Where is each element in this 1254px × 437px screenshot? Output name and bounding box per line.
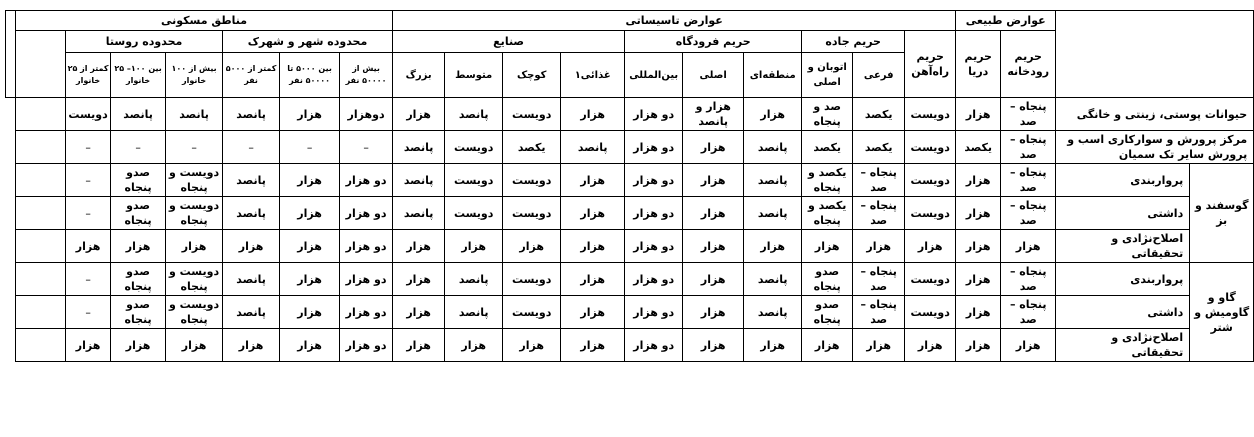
value-cell: پنجاه – صد xyxy=(1001,296,1056,329)
value-cell: هزار xyxy=(744,98,802,131)
value-cell: هزار xyxy=(956,230,1001,263)
header-sea: حریم دریا xyxy=(956,31,1001,98)
value-cell: پانصد xyxy=(744,296,802,329)
row-label: مرکز پرورش و سوارکاری اسب و پرورش سایر تک سمیان xyxy=(1056,131,1254,164)
value-cell: پانصد xyxy=(744,131,802,164)
value-cell: هزار xyxy=(280,164,340,197)
value-cell: هزار xyxy=(1001,329,1056,362)
subheader-ind-small: کوچک xyxy=(503,53,561,98)
value-cell: پانصد xyxy=(393,131,445,164)
value-cell: دویست xyxy=(905,98,956,131)
value-cell: دو هزار xyxy=(625,263,683,296)
value-cell: پنجاه – صد xyxy=(853,197,905,230)
value-cell: پانصد xyxy=(744,263,802,296)
value-cell: هزار xyxy=(744,329,802,362)
value-cell: صد و پنجاه xyxy=(802,98,853,131)
value-cell: – xyxy=(66,263,111,296)
header-city: محدوده شهر و شهرک xyxy=(223,31,393,53)
row-label: اصلاح‌نژادی و تحقیقاتی xyxy=(1056,329,1190,362)
value-cell: دویست xyxy=(905,296,956,329)
value-cell: هزار xyxy=(393,230,445,263)
value-cell: هزار xyxy=(223,329,280,362)
value-cell: دو هزار xyxy=(340,230,393,263)
setback-table xyxy=(5,10,1254,362)
subheader-airport-intl: بین‌المللی xyxy=(625,53,683,98)
value-cell: پانصد xyxy=(223,263,280,296)
value-cell: هزار xyxy=(853,230,905,263)
value-cell: – xyxy=(223,131,280,164)
value-cell: پانصد xyxy=(223,164,280,197)
subheader-village-under: کمتر از ۲۵ خانوار xyxy=(66,53,111,98)
subheader-ind-food: غذائی۱ xyxy=(561,53,625,98)
value-cell: هزار xyxy=(111,329,166,362)
row-label: پرواربندی xyxy=(1056,263,1190,296)
row-gap xyxy=(16,98,66,131)
header-industries: صنایع xyxy=(393,31,625,53)
value-cell: هزار xyxy=(683,230,744,263)
value-cell: دو هزار xyxy=(625,197,683,230)
value-cell: دویست xyxy=(445,131,503,164)
value-cell: دو هزار xyxy=(340,197,393,230)
value-cell: هزار xyxy=(503,329,561,362)
value-cell: یکصد xyxy=(853,98,905,131)
value-cell: پنجاه – صد xyxy=(853,164,905,197)
value-cell: پانصد xyxy=(166,98,223,131)
value-cell: هزار xyxy=(280,263,340,296)
row-label: داشتی xyxy=(1056,197,1190,230)
value-cell: صدو پنجاه xyxy=(111,296,166,329)
row-label: پرواربندی xyxy=(1056,164,1190,197)
value-cell: هزار xyxy=(683,197,744,230)
value-cell: دویست xyxy=(503,98,561,131)
value-cell: هزار xyxy=(683,131,744,164)
value-cell: دو هزار xyxy=(625,164,683,197)
value-cell: هزار xyxy=(956,164,1001,197)
value-cell: پانصد xyxy=(223,296,280,329)
value-cell: هزار xyxy=(445,329,503,362)
value-cell: هزار xyxy=(561,197,625,230)
value-cell: پنجاه – صد xyxy=(1001,164,1056,197)
value-cell: هزار xyxy=(956,296,1001,329)
value-cell: دویست xyxy=(503,197,561,230)
value-cell: یکصد xyxy=(853,131,905,164)
group-label: گاو و گاومیش و شتر xyxy=(1190,263,1254,362)
value-cell: دو هزار xyxy=(625,131,683,164)
subheader-road-main: اتوبان و اصلی xyxy=(802,53,853,98)
header-river: حریم رودخانه xyxy=(1001,31,1056,98)
value-cell: هزار xyxy=(66,329,111,362)
value-cell: هزار xyxy=(853,329,905,362)
value-cell: هزار xyxy=(280,197,340,230)
header-residential: مناطق مسکونی xyxy=(16,11,393,31)
value-cell: هزار xyxy=(561,164,625,197)
value-cell: هزار xyxy=(393,296,445,329)
value-cell: هزار xyxy=(956,263,1001,296)
value-cell: دویست و پنجاه xyxy=(166,296,223,329)
value-cell: دویست و پنجاه xyxy=(166,164,223,197)
row-label: اصلاح‌نژادی و تحقیقاتی xyxy=(1056,230,1190,263)
value-cell: پنجاه – صد xyxy=(1001,197,1056,230)
value-cell: هزار xyxy=(744,230,802,263)
header-road: حریم جاده xyxy=(802,31,905,53)
value-cell: هزار xyxy=(956,329,1001,362)
value-cell: پانصد xyxy=(223,197,280,230)
value-cell: هزار xyxy=(905,230,956,263)
value-cell: هزار xyxy=(280,230,340,263)
value-cell: دویست و پنجاه xyxy=(166,197,223,230)
value-cell: پنجاه – صد xyxy=(1001,263,1056,296)
row-label: داشتی xyxy=(1056,296,1190,329)
value-cell: پانصد xyxy=(561,131,625,164)
value-cell: – xyxy=(66,164,111,197)
value-cell: هزار xyxy=(393,263,445,296)
value-cell: هزار xyxy=(393,98,445,131)
subheader-city-between: بین ۵۰۰۰ تا ۵۰۰۰۰ نفر xyxy=(280,53,340,98)
value-cell: صدو پنجاه xyxy=(802,296,853,329)
value-cell: دویست xyxy=(503,164,561,197)
value-cell: دویست xyxy=(445,164,503,197)
value-cell: دویست xyxy=(66,98,111,131)
value-cell: دو هزار xyxy=(625,296,683,329)
subheader-city-over: بیش از ۵۰۰۰۰ نفر xyxy=(340,53,393,98)
subheader-airport-main: اصلی xyxy=(683,53,744,98)
value-cell: هزار xyxy=(683,329,744,362)
row-gap xyxy=(16,230,66,263)
value-cell: پانصد xyxy=(744,164,802,197)
header-railway: حریم راه‌آهن xyxy=(905,31,956,98)
value-cell: – xyxy=(66,296,111,329)
value-cell: هزار xyxy=(683,263,744,296)
subheader-village-over: بیش از ۱۰۰ خانوار xyxy=(166,53,223,98)
value-cell: دو هزار xyxy=(340,296,393,329)
value-cell: هزار xyxy=(905,329,956,362)
value-cell: دو هزار xyxy=(625,329,683,362)
value-cell: هزار xyxy=(561,296,625,329)
header-corner xyxy=(1056,11,1254,98)
header-natural: عوارض طبیعی xyxy=(956,11,1056,31)
value-cell: دوهزار xyxy=(340,98,393,131)
value-cell: پانصد xyxy=(445,263,503,296)
value-cell: هزار xyxy=(1001,230,1056,263)
value-cell: یکصد و پنجاه xyxy=(802,164,853,197)
value-cell: پنجاه – صد xyxy=(1001,98,1056,131)
value-cell: هزار xyxy=(111,230,166,263)
value-cell: هزار و پانصد xyxy=(683,98,744,131)
value-cell: دو هزار xyxy=(340,164,393,197)
value-cell: دویست xyxy=(905,131,956,164)
value-cell: هزار xyxy=(445,230,503,263)
value-cell: دو هزار xyxy=(340,263,393,296)
row-gap xyxy=(16,131,66,164)
value-cell: هزار xyxy=(561,98,625,131)
value-cell: هزار xyxy=(561,329,625,362)
value-cell: – xyxy=(166,131,223,164)
value-cell: – xyxy=(340,131,393,164)
value-cell: دویست و پنجاه xyxy=(166,263,223,296)
value-cell: یکصد xyxy=(503,131,561,164)
subheader-village-between: بین ۱۰۰– ۲۵ خانوار xyxy=(111,53,166,98)
value-cell: هزار xyxy=(956,98,1001,131)
value-cell: صدو پنجاه xyxy=(111,197,166,230)
value-cell: هزار xyxy=(393,329,445,362)
value-cell: هزار xyxy=(802,329,853,362)
value-cell: پنجاه – صد xyxy=(853,263,905,296)
value-cell: صدو پنجاه xyxy=(802,263,853,296)
value-cell: هزار xyxy=(683,296,744,329)
value-cell: پانصد xyxy=(393,164,445,197)
value-cell: هزار xyxy=(223,230,280,263)
value-cell: یکصد xyxy=(956,131,1001,164)
row-label: حیوانات پوستی، زینتی و خانگی xyxy=(1056,98,1254,131)
value-cell: دویست xyxy=(503,296,561,329)
header-airport: حریم فرودگاه xyxy=(625,31,802,53)
value-cell: هزار xyxy=(683,164,744,197)
value-cell: پانصد xyxy=(744,197,802,230)
value-cell: هزار xyxy=(280,296,340,329)
row-gap xyxy=(16,329,66,362)
value-cell: دویست xyxy=(905,263,956,296)
value-cell: پنجاه – صد xyxy=(853,296,905,329)
value-cell: هزار xyxy=(280,329,340,362)
value-cell: صدو پنجاه xyxy=(111,164,166,197)
value-cell: پانصد xyxy=(445,98,503,131)
row-gap xyxy=(16,197,66,230)
value-cell: – xyxy=(66,197,111,230)
value-cell: هزار xyxy=(802,230,853,263)
value-cell: هزار xyxy=(561,230,625,263)
value-cell: یکصد xyxy=(802,131,853,164)
header-installations: عوارض تاسیساتی xyxy=(393,11,956,31)
value-cell: هزار xyxy=(561,263,625,296)
value-cell: پانصد xyxy=(223,98,280,131)
row-gap xyxy=(16,263,66,296)
value-cell: – xyxy=(280,131,340,164)
value-cell: پانصد xyxy=(111,98,166,131)
subheader-city-under: کمتر از ۵۰۰۰ نفر xyxy=(223,53,280,98)
header-village: محدوده روستا xyxy=(66,31,223,53)
value-cell: دویست xyxy=(445,197,503,230)
value-cell: دویست xyxy=(905,197,956,230)
subheader-road-sub: فرعی xyxy=(853,53,905,98)
value-cell: – xyxy=(66,131,111,164)
value-cell: یکصد و پنجاه xyxy=(802,197,853,230)
group-label: گوسفند و بز xyxy=(1190,164,1254,263)
value-cell: هزار xyxy=(66,230,111,263)
row-gap xyxy=(16,164,66,197)
value-cell: پانصد xyxy=(445,296,503,329)
value-cell: پنجاه – صد xyxy=(1001,131,1056,164)
value-cell: هزار xyxy=(280,98,340,131)
value-cell: دو هزار xyxy=(625,230,683,263)
value-cell: هزار xyxy=(166,329,223,362)
value-cell: – xyxy=(111,131,166,164)
value-cell: دو هزار xyxy=(625,98,683,131)
value-cell: دو هزار xyxy=(340,329,393,362)
value-cell: هزار xyxy=(166,230,223,263)
row-gap xyxy=(16,296,66,329)
value-cell: دویست xyxy=(905,164,956,197)
subheader-airport-regional: منطقه‌ای xyxy=(744,53,802,98)
subheader-ind-large: بزرگ xyxy=(393,53,445,98)
header-gap xyxy=(6,11,16,98)
value-cell: هزار xyxy=(503,230,561,263)
value-cell: صدو پنجاه xyxy=(111,263,166,296)
value-cell: دویست xyxy=(503,263,561,296)
regulations-table-wrapper xyxy=(5,10,1250,362)
subheader-ind-medium: متوسط xyxy=(445,53,503,98)
value-cell: پانصد xyxy=(393,197,445,230)
value-cell: هزار xyxy=(956,197,1001,230)
